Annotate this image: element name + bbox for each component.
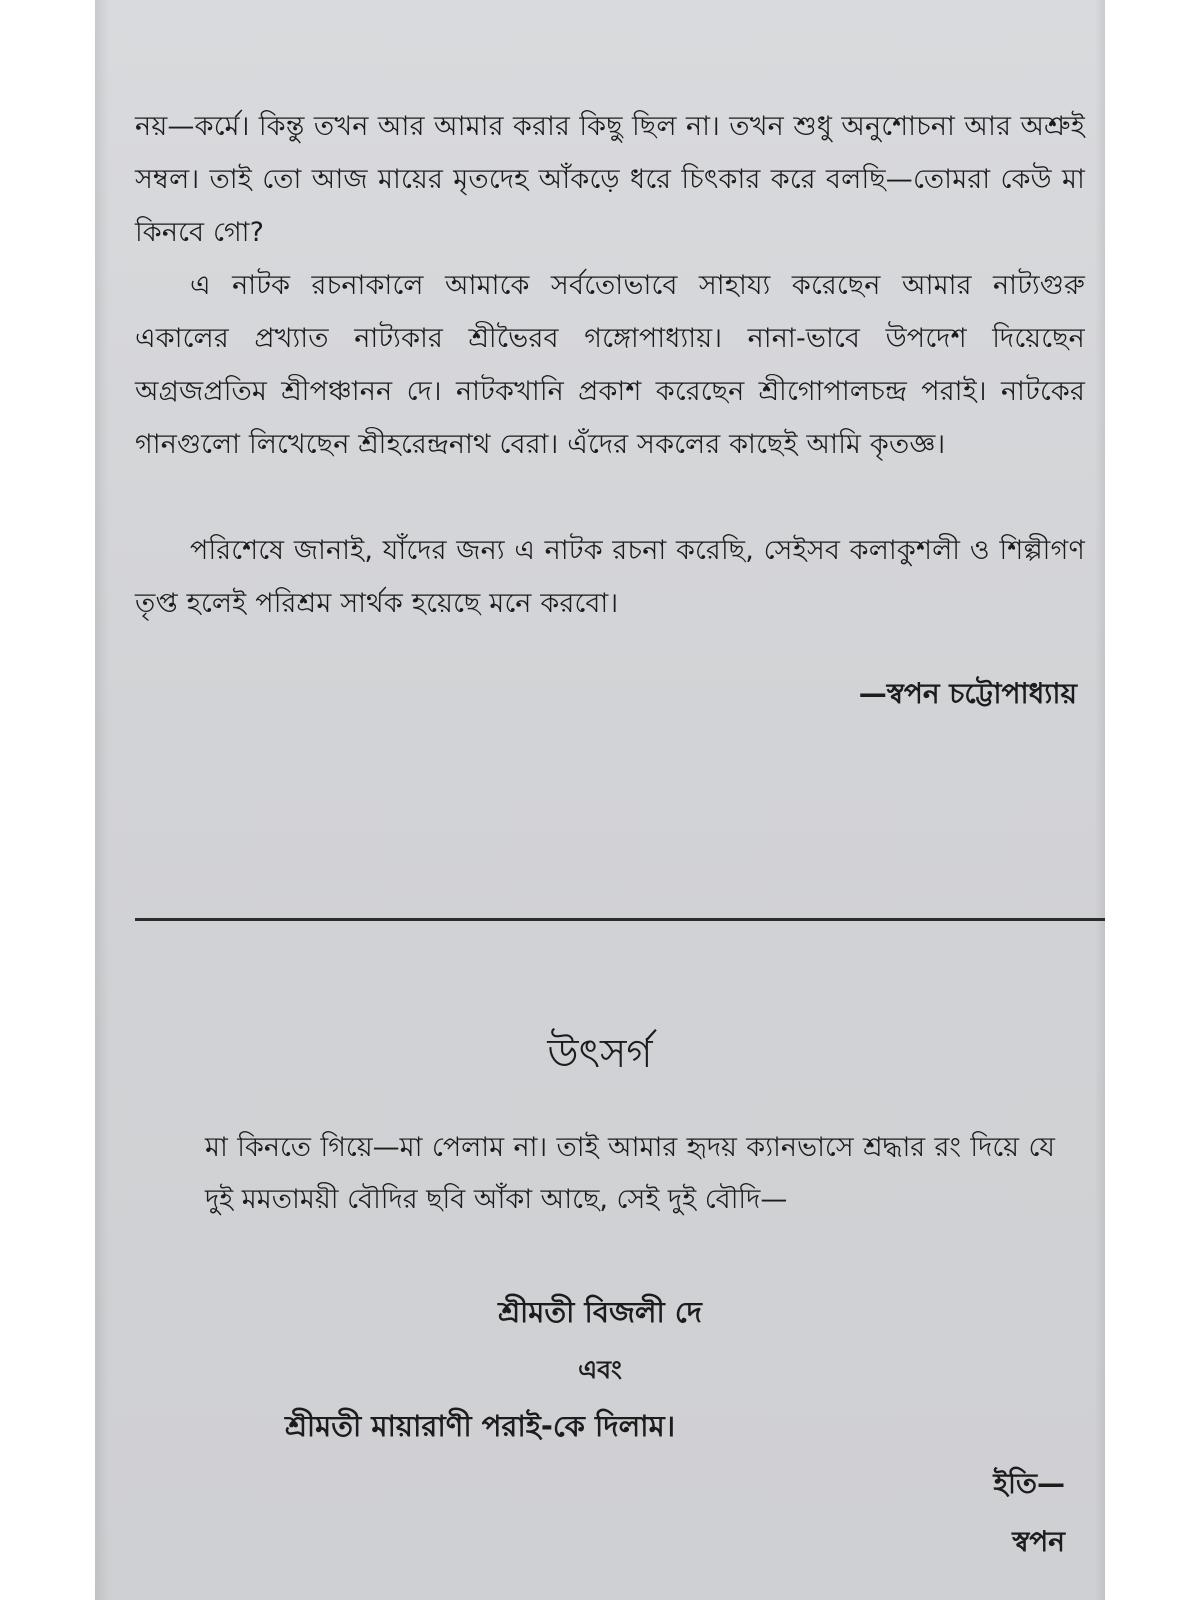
- dedication-name-2: শ্রীমতী মায়ারাণী পরাই-কে দিলাম।: [285, 1409, 676, 1443]
- dedication-closing-iti: ইতি—: [993, 1467, 1065, 1500]
- dedication-closing-name: স্বপন: [1012, 1525, 1065, 1558]
- preface-signature: —স্বপন চট্টোপাধ্যায়: [858, 677, 1077, 710]
- preface-paragraph-2: এ নাটক রচনাকালে আমাকে সর্বতোভাবে সাহায্য করেছেন আমার নাট্যগুরু একালের প্রখ্যাত নাট্যকার শ্রীভৈরব গঙ্গোপাধ্যায়। নানা-ভাবে উপদেশ দিয়েছেন অগ্রজপ্রতিম শ্রীপঞ্চানন দে। নাটকখানি প্রকাশ করেছেন শ্রীগোপালচন্দ্র পরাই। নাটকের গানগুলো লিখেছেন শ্রীহরেন্দ্রনাথ বেরা। এঁদের সকলের কাছেই আমি কৃতজ্ঞ।: [135, 270, 1085, 460]
- book-page: [95, 0, 1105, 1600]
- preface-paragraph-3: পরিশেষে জানাই, যাঁদের জন্য এ নাটক রচনা করেছি, সেইসব কলাকুশলী ও শিল্পীগণ তৃপ্ত হলেই পরিশ্রম সার্থক হয়েছে মনে করবো।: [135, 535, 1085, 619]
- dedication-paragraph: মা কিনতে গিয়ে—মা পেলাম না। তাই আমার হৃদয় ক্যানভাসে শ্রদ্ধার রং দিয়ে যে দুই মমতাময়ী বৌদির ছবি আঁকা আছে, সেই দুই বৌদি—: [205, 1132, 1055, 1215]
- dedication-title: উৎসর্গ: [547, 1031, 653, 1077]
- preface-paragraph-1: নয়—কর্মে। কিন্তু তখন আর আমার করার কিছু ছিল না। তখন শুধু অনুশোচনা আর অশ্রুই সম্বল। তাই তো আজ মায়ের মৃতদেহ আঁকড়ে ধরে চিৎকার করে বলছি—তোমরা কেউ মা কিনবে গো?: [135, 111, 1085, 248]
- dedication-name-1: শ্রীমতী বিজলী দে: [498, 1295, 702, 1329]
- dedication-conjunction: এবং: [578, 1355, 622, 1384]
- section-divider: [135, 918, 1105, 921]
